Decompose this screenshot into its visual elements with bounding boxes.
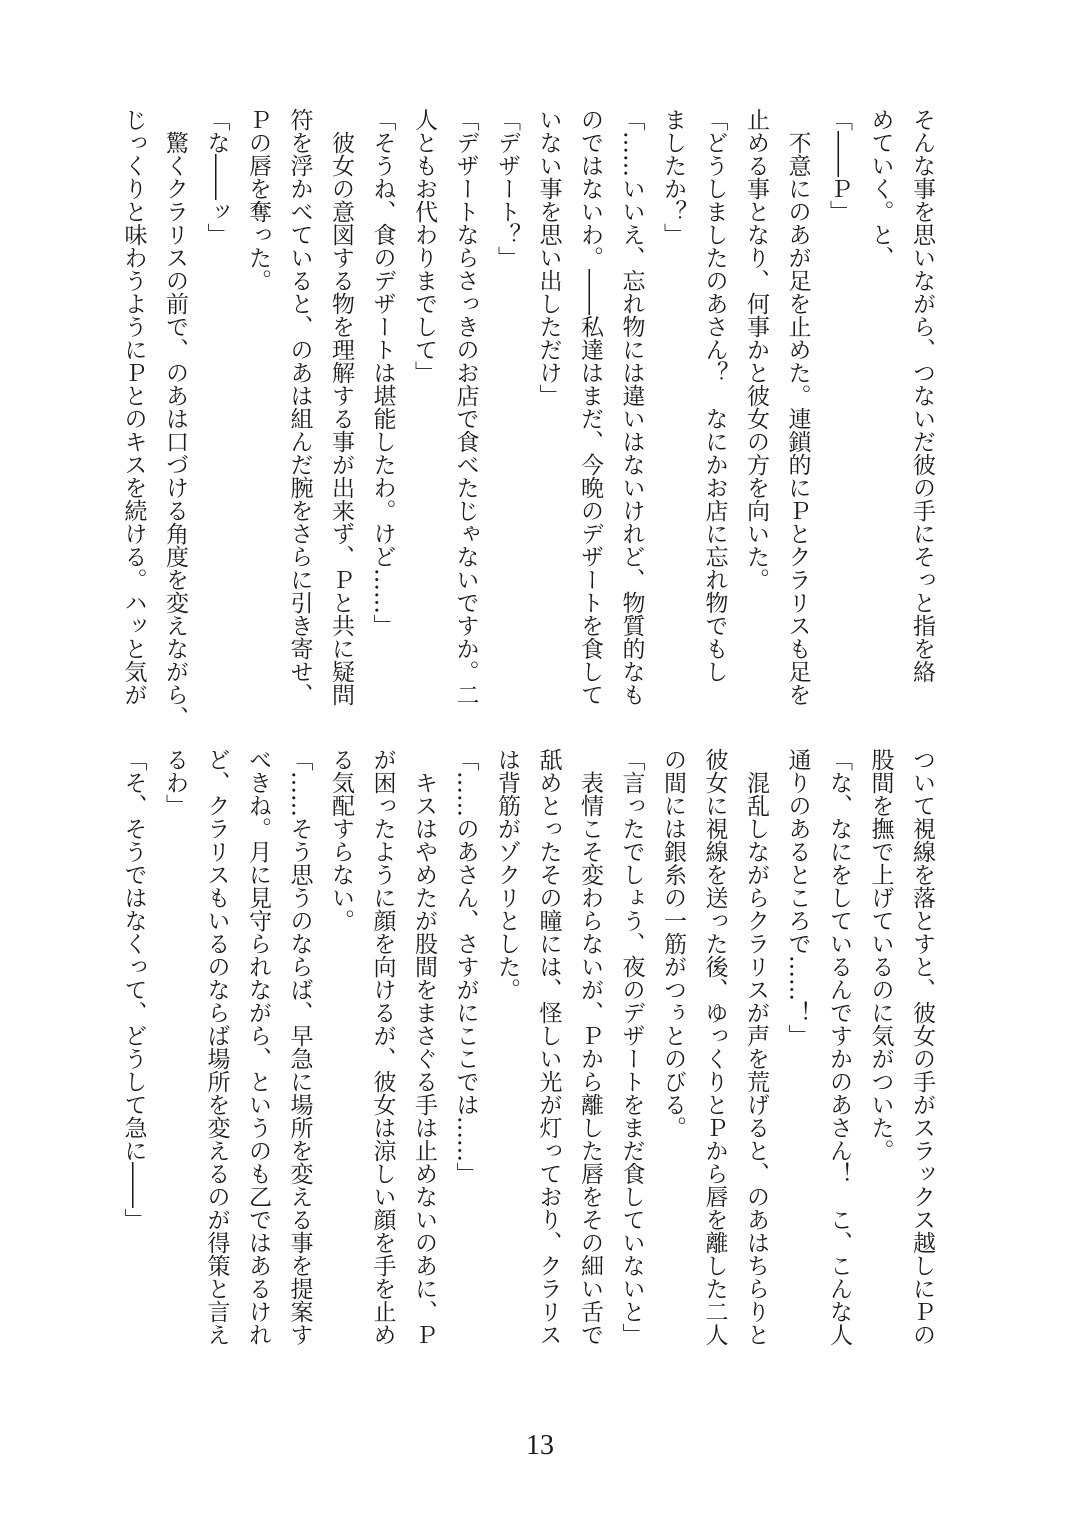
text-line: キスはやめたが股間をまさぐる手は止めないのあに、Ｐ	[411, 748, 437, 1346]
text-block-top	[107, 108, 942, 738]
text-line: 人ともお代わりまでして」	[411, 108, 437, 384]
text-line: 符を浮かべていると、のあは組んだ腕をさらに引き寄せ、	[286, 108, 313, 706]
text-line: ど、クラリスもいるのならば場所を変えるのが得策と言え	[203, 748, 230, 1346]
text-line: 彼女の意図する物を理解する事が出来ず、Ｐと共に疑問	[328, 108, 354, 706]
text-line: めていく。と、	[867, 108, 894, 269]
text-line: るわ」	[162, 748, 188, 817]
text-line: 「……のあさん、さすがにここでは……」	[452, 748, 479, 1185]
page-number: 13	[526, 1430, 554, 1461]
text-line: 「言ったでしょう、夜のデザートをまだ食していないと」	[618, 748, 645, 1346]
text-line: の間には銀糸の一筋がつぅとのびる。	[660, 748, 686, 1139]
text-line: 「どうしましたのあさん？ なにかお店に忘れ物でもし	[701, 108, 728, 683]
text-line: じっくりと味わうようにＰとのキスを続ける。ハッと気が	[120, 108, 147, 706]
text-line: は背筋がゾクリとした。	[494, 748, 520, 1001]
text-line: 「デザート？」	[494, 108, 520, 269]
text-line: 「な、なにをしているんですかのあさん！ こ、こんな人	[826, 748, 852, 1346]
text-line: 「そうね、食のデザートは堪能したわ。けど……」	[369, 108, 396, 637]
text-line: ついて視線を落とすと、彼女の手がスラックス越しにＰの	[909, 748, 935, 1346]
text-line: 驚くクラリスの前で、のあは口づける角度を変えながら、	[162, 108, 188, 729]
text-line: そんな事を思いながら、つないだ彼の手にそっと指を絡	[909, 108, 935, 683]
text-line: のではないわ。――私達はまだ、今晩のデザートを食して	[577, 108, 603, 706]
text-line: ましたか？」	[660, 108, 686, 246]
text-block-bottom	[107, 748, 942, 1378]
text-line: べきね。月に見守られながら、というのも乙ではあるけれ	[245, 748, 271, 1346]
text-line: が困ったように顔を向けるが、彼女は涼しい顔を手を止め	[369, 748, 396, 1346]
text-line: Ｐの唇を奪った。	[245, 108, 271, 292]
text-line: 「……いいえ、忘れ物には違いはないけれど、物質的なも	[618, 108, 645, 706]
text-line: 表情こそ変わらないが、Ｐから離した唇をその細い舌で	[577, 748, 603, 1346]
text-line: 通りのあるところで……！」	[784, 748, 811, 1047]
text-line: 「――Ｐ」	[826, 108, 852, 223]
text-line: いない事を思い出しただけ」	[535, 108, 562, 407]
text-line: 「そ、そうではなくって、どうして急に――」	[120, 748, 147, 1231]
text-line: 不意にのあが足を止めた。連鎖的にＰとクラリスも足を	[784, 108, 811, 706]
text-line: 股間を撫で上げているのに気がついた。	[867, 748, 894, 1162]
text-line: 混乱しながらクラリスが声を荒げると、のあはちらりと	[743, 748, 769, 1346]
text-line: 「な――ッ」	[203, 108, 230, 246]
text-line: る気配すらない。	[328, 748, 354, 932]
text-line: 彼女に視線を送った後、ゆっくりとＰから唇を離した二人	[701, 748, 728, 1346]
text-line: 止める事となり、何事かと彼女の方を向いた。	[743, 108, 769, 591]
text-line: 「……そう思うのならば、早急に場所を変える事を提案す	[286, 748, 313, 1346]
text-line: 「デザートならさっきのお店で食べたじゃないですか。二	[452, 108, 479, 706]
text-line: 舐めとったその瞳には、怪しい光が灯っており、クラリス	[535, 748, 562, 1346]
